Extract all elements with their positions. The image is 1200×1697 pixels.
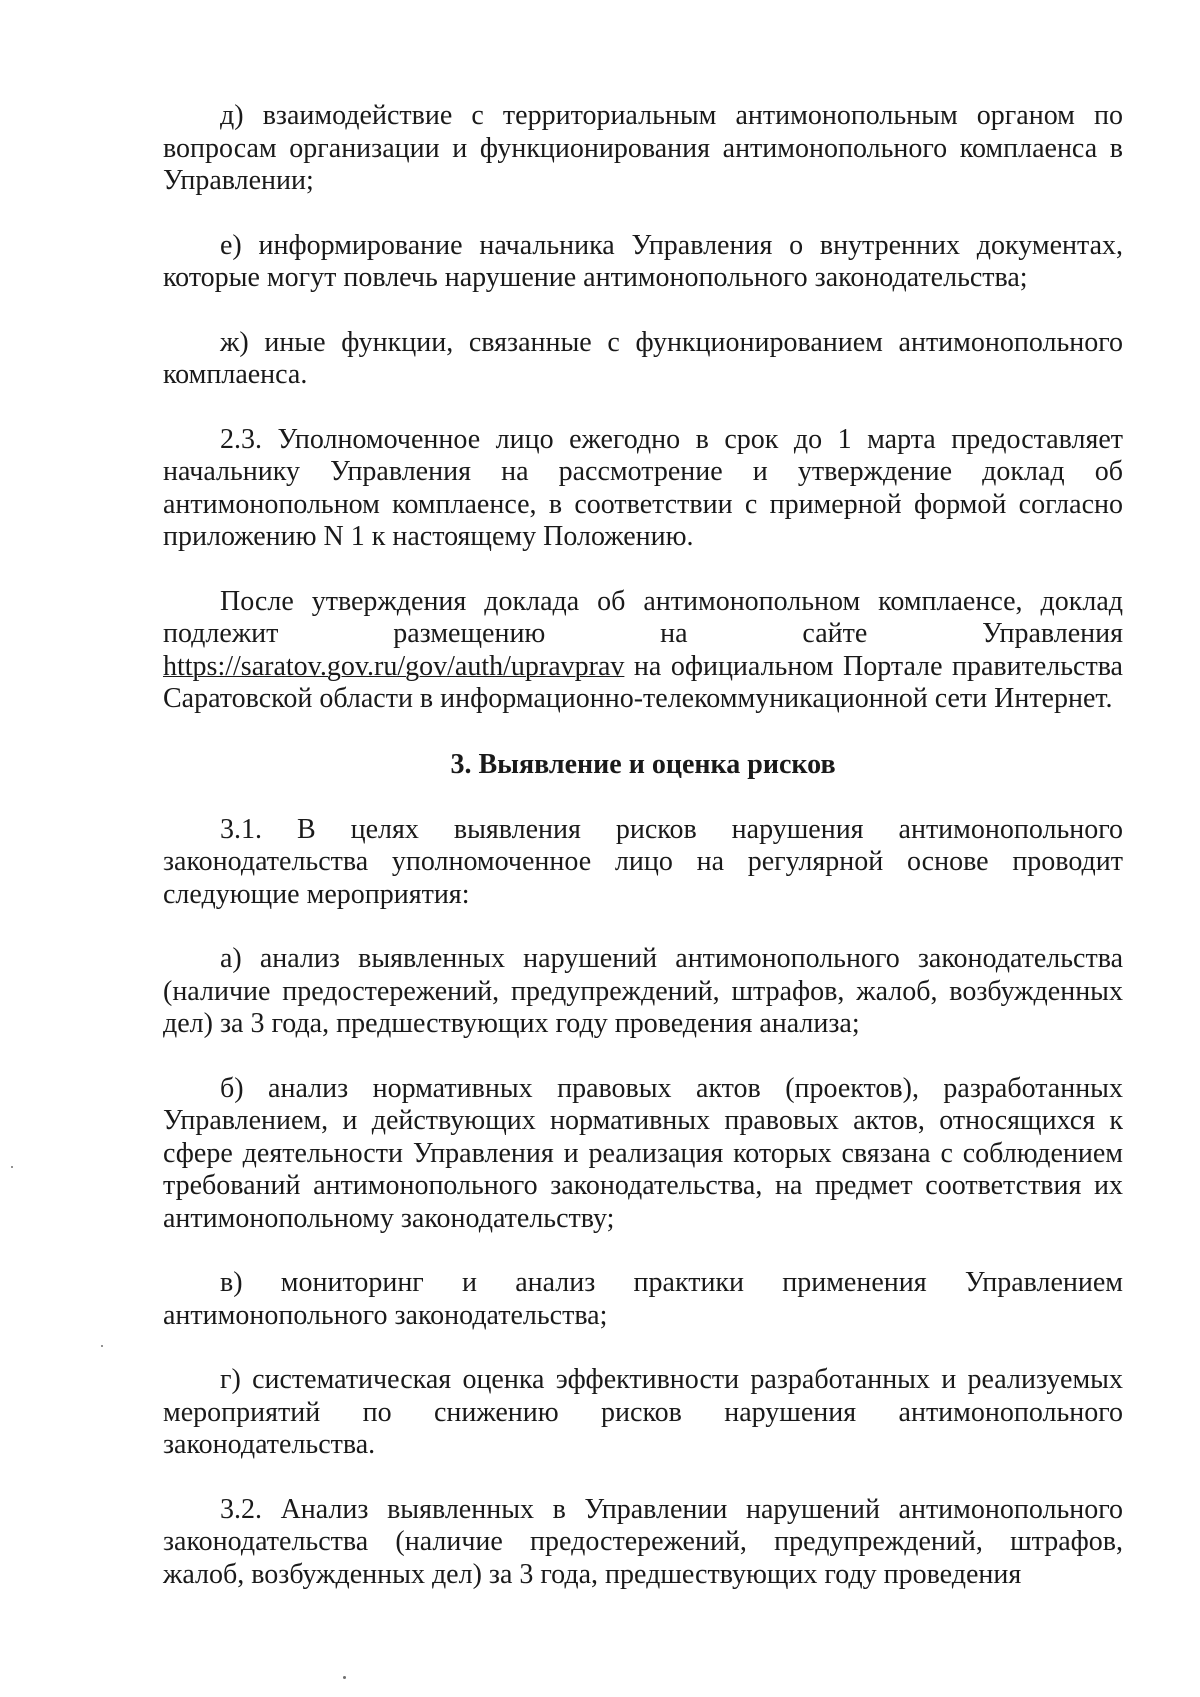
paragraph-2-3: 2.3. Уполномоченное лицо ежегодно в срок до 1 марта предоставляет начальнику Управления на рассмотрение и утверждение доклад об антимонопольном комплаенсе, в соответствии с примерной формой согласно приложению N 1 к настоящему Положению.	[163, 423, 1123, 552]
paragraph-e: е) информирование начальника Управления о внутренних документах, которые могут повлечь нарушение антимонопольного законодательства;	[163, 229, 1123, 293]
website-link[interactable]: https://saratov.gov.ru/gov/auth/upravprav	[163, 650, 625, 682]
paragraph-g: г) систематическая оценка эффективности разработанных и реализуемых мероприятий по снижению рисков нарушения антимонопольного законодательства.	[163, 1364, 1123, 1460]
section-heading: 3. Выявление и оценка рисков	[450, 748, 836, 780]
paragraph-b: б) анализ нормативных правовых актов (проектов), разработанных Управлением, и действующих нормативных правовых актов, относящихся к сфере деятельности Управления и реализация которых связана с соблюдением требований антимонопольного законодательства, на предмет соответствия их антимонопольному законодательству;	[163, 1072, 1123, 1234]
paragraph-v: в) мониторинг и анализ практики применения Управлением антимонопольного законодательства;	[163, 1267, 1123, 1331]
publication-text-before: После утверждения доклада об антимонопольном комплаенсе, доклад подлежит размещению на сайте Управления	[163, 585, 1123, 649]
publication-text-after: на официальном Портале правительства Саратовской области в информационно-телекоммуникационной сети Интернет.	[163, 650, 1123, 714]
document-page	[163, 100, 1123, 1591]
paragraph-d: д) взаимодействие с территориальным антимонопольным органом по вопросам организации и функционирования антимонопольного комплаенса в Управлении;	[163, 100, 1123, 196]
paragraph-publication	[163, 586, 1123, 716]
paragraph-3-1: 3.1. В целях выявления рисков нарушения антимонопольного законодательства уполномоченное лицо на регулярной основе проводит следующие мероприятия:	[163, 813, 1123, 910]
paragraph-a: а) анализ выявленных нарушений антимонопольного законодательства (наличие предостережений, предупреждений, штрафов, жалоб, возбужденных дел) за 3 года, предшествующих году проведения анализа;	[163, 943, 1123, 1039]
scan-speck	[101, 1345, 103, 1347]
scan-speck	[343, 1676, 346, 1679]
scan-speck	[11, 1166, 13, 1168]
paragraph-zh: ж) иные функции, связанные с функционированием антимонопольного комплаенса.	[163, 326, 1123, 390]
paragraph-3-2: 3.2. Анализ выявленных в Управлении нарушений антимонопольного законодательства (наличие предостережений, предупреждений, штрафов, жалоб, возбужденных дел) за 3 года, предшествующих году проведения	[163, 1493, 1123, 1590]
